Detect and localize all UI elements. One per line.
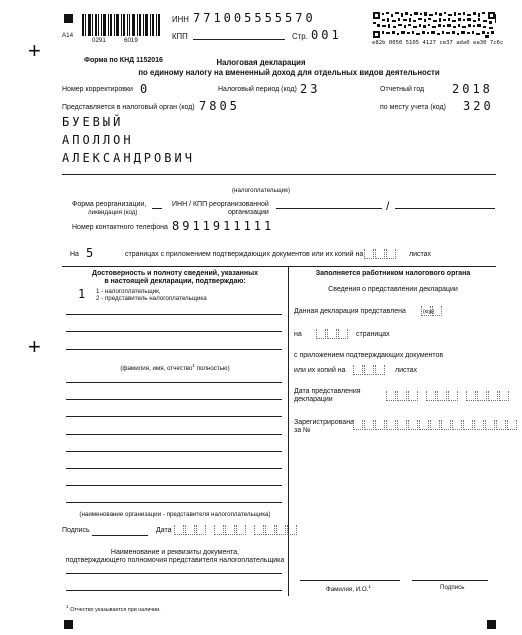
correction-label: Номер корректировки [62, 86, 133, 93]
date-submitted-label-1: Дата представления [294, 388, 361, 395]
registration-cells[interactable] [353, 420, 518, 430]
org-line-3 [66, 416, 282, 417]
corner-marker-top-left [64, 14, 73, 23]
title-line-2: по единому налогу на вмененный доход для отдельных видов деятельности [138, 68, 440, 77]
reorg-inn-label-1: ИНН / КПП реорганизованной [172, 201, 269, 208]
fio-line-1 [66, 314, 282, 315]
section-divider [288, 266, 289, 596]
form-code: Форма по КНД 1152016 [84, 57, 163, 64]
qr-caption: e82b 0050 5105 4127 ce37 ada0 ea30 7c6c [372, 40, 504, 46]
reorg-form-label-2: ликвидация (код) [88, 209, 138, 216]
date-label: Дата [156, 527, 172, 534]
location-value[interactable]: 320 [463, 99, 494, 113]
docs-label: с приложением подтверждающих документов [294, 352, 444, 359]
kpp-field-line [193, 39, 285, 40]
kpp-label: КПП [172, 32, 188, 41]
reorg-form-label-1: Форма реорганизации, [72, 201, 147, 208]
taxpayer-patronymic[interactable]: АЛЕКСАНДРОВИЧ [62, 151, 195, 165]
org-line-7 [66, 485, 282, 486]
pages-value[interactable]: 5 [86, 246, 97, 260]
pages-text: страницах с приложением подтверждающих документов или их копий на [125, 251, 364, 258]
registered-label-1: Зарегистрирована [294, 419, 354, 426]
doc-caption-1: Наименование и реквизиты документа, [110, 549, 240, 556]
fio-line-3 [66, 349, 282, 350]
fio-line-2 [66, 331, 282, 332]
signature-line [412, 580, 488, 581]
surname-label-sup: 1 [368, 584, 371, 589]
on-label: на [294, 331, 302, 338]
year-value[interactable]: 2018 [452, 82, 493, 96]
surname-line [300, 580, 400, 581]
registration-mark-top: + [28, 38, 41, 63]
period-label: Налоговый период (код) [218, 86, 297, 93]
corner-marker-bottom-left [64, 620, 73, 629]
page-label: Стр. [292, 32, 308, 41]
copies-cells[interactable] [353, 365, 386, 375]
barcode-left [82, 14, 162, 36]
authority-label: Представляется в налоговый орган (код) [62, 104, 195, 111]
registered-label-2: за № [294, 427, 311, 434]
footnote [66, 604, 161, 614]
page-value: 001 [311, 28, 342, 42]
left-heading-1: Достоверность и полноту сведений, указанных [92, 270, 258, 277]
org-line-6 [66, 468, 282, 469]
right-subheading: Сведения о представлении декларации [328, 286, 458, 293]
correction-value[interactable]: 0 [140, 82, 151, 96]
org-line-1 [66, 382, 282, 383]
on-pages-cells[interactable] [316, 329, 349, 339]
declaration-code-label: Данная декларация представлена [294, 308, 406, 315]
phone-label: Номер контактного телефона [72, 224, 168, 231]
sign-label: Подпись [62, 527, 90, 534]
option-1: 1 - налогоплательщик, [96, 288, 161, 295]
reorg-slash: / [386, 199, 390, 213]
doc-line-2 [66, 590, 282, 591]
right-heading: Заполняется работником налогового органа [315, 270, 471, 277]
date-submitted-cells[interactable] [386, 391, 510, 401]
org-caption: (наименование организации - представителя налогоплательщика) [79, 511, 271, 518]
registration-mark-middle: + [28, 334, 41, 359]
date-submitted-label-2: декларации [294, 396, 333, 403]
declaration-code-hint: (код) [423, 309, 435, 315]
period-value[interactable]: 23 [300, 82, 321, 96]
section-top-border [62, 266, 496, 267]
corner-marker-bottom-right [487, 620, 496, 629]
barcode-left-number-1: 0291 [92, 37, 106, 44]
location-label: по месту учета (код) [380, 104, 446, 111]
taxpayer-surname[interactable]: БУЕВЫЙ [62, 115, 124, 129]
inn-value: 771005555570 [193, 11, 316, 25]
org-line-5 [66, 451, 282, 452]
name-underline [62, 174, 496, 175]
copies-label: или их копий на [294, 367, 346, 374]
org-line-8 [66, 502, 282, 503]
footnote-sup: 1 [66, 604, 69, 609]
reorg-inn-field[interactable] [276, 208, 382, 209]
option-2: 2 - представитель налогоплательщика [96, 295, 207, 302]
reorg-kpp-field[interactable] [395, 208, 495, 209]
year-label: Отчетный год [380, 86, 425, 93]
org-line-2 [66, 399, 282, 400]
taxpayer-caption: (налогоплательщик) [231, 187, 291, 194]
reorg-form-field[interactable] [152, 208, 162, 209]
taxpayer-first-name[interactable]: АПОЛЛОН [62, 133, 134, 147]
authority-value[interactable]: 7805 [199, 99, 240, 113]
surname-label-text: Фамилия, И.О. [326, 586, 369, 594]
fio-caption-text: (фамилия, имя, отчество [120, 365, 193, 373]
doc-caption-2: подтверждающего полномочия представителя налогоплательщика [65, 557, 285, 564]
signature-label: Подпись [440, 584, 465, 591]
phone-value[interactable]: 8911911111 [172, 219, 275, 233]
reorg-inn-label-2: организации [228, 209, 269, 216]
right-sheets-label: листах [395, 367, 418, 374]
confirmer-code[interactable]: 1 [78, 287, 89, 301]
footnote-text: Отчество указывается при наличии. [70, 607, 161, 614]
surname-label [326, 584, 371, 594]
sheets-cells[interactable] [364, 249, 397, 259]
date-cells[interactable] [174, 525, 298, 535]
barcode-left-code: A14 [62, 32, 74, 39]
inn-label: ИНН [172, 15, 189, 24]
doc-line-1 [66, 573, 282, 574]
barcode-left-number-2: 6019 [124, 37, 138, 44]
pages-label: страницах [356, 331, 390, 338]
left-heading-2: в настоящей декларации, подтверждаю: [104, 278, 246, 285]
fio-caption-sup: 1 [192, 363, 195, 368]
qr-code [373, 12, 495, 38]
sign-field[interactable] [92, 535, 148, 536]
title-line-1: Налоговая декларация [216, 58, 306, 67]
fio-caption [64, 363, 286, 373]
sheets-label: листах [409, 251, 432, 258]
pages-prefix: На [70, 251, 79, 258]
fio-caption-end: полностью) [196, 365, 230, 373]
org-line-4 [66, 434, 282, 435]
